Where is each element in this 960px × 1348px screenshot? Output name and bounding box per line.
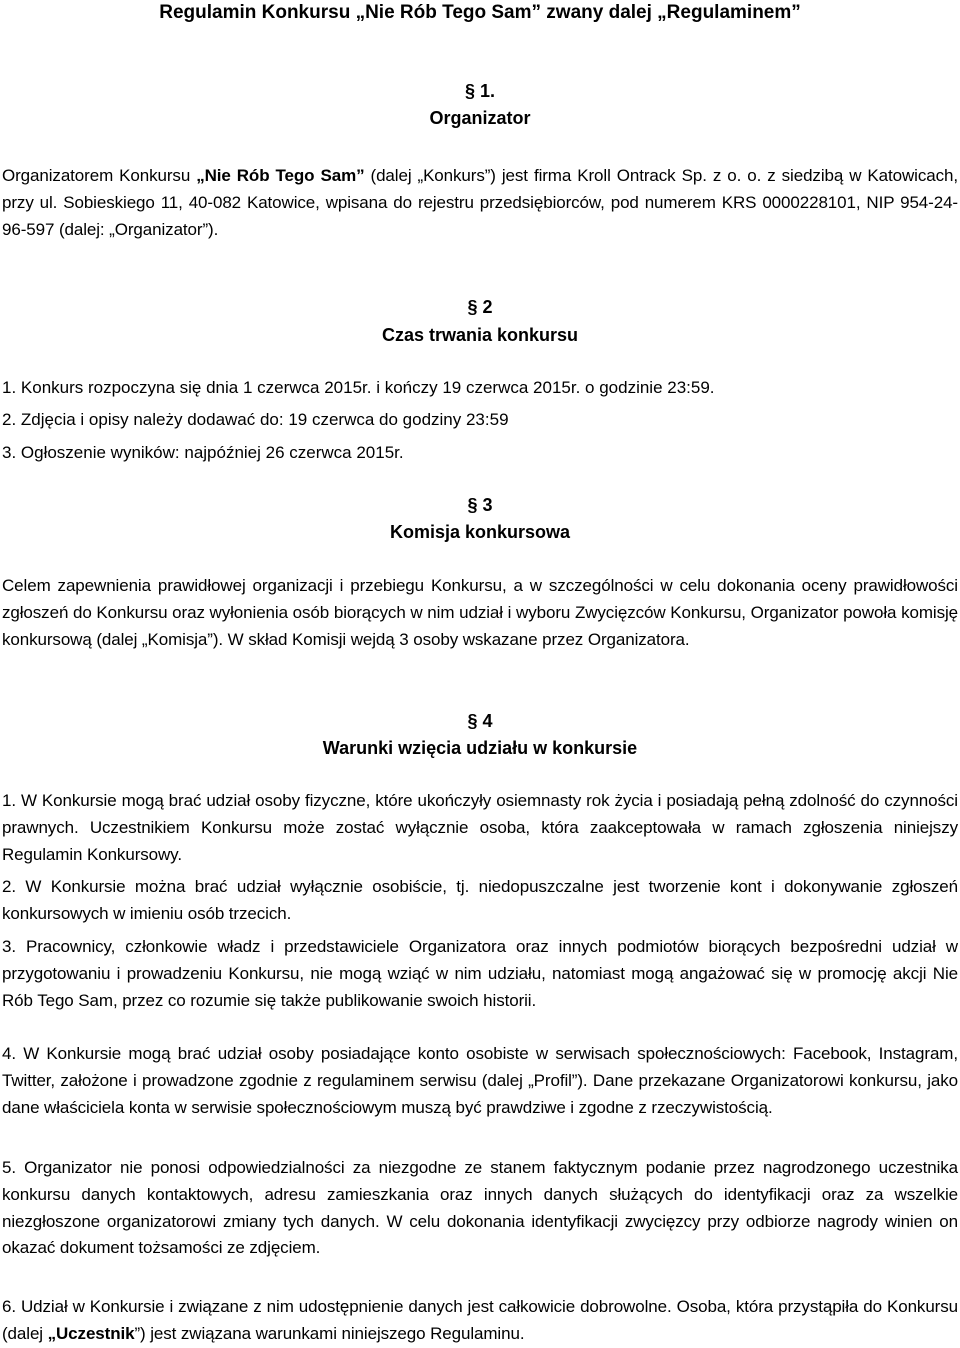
section-2-item-1: 1. Konkurs rozpoczyna się dnia 1 czerwca 2015r. i kończy 19 czerwca 2015r. o godzinie 23:59. xyxy=(2,378,715,397)
item-6-text-c: ”) jest związana warunkami niniejszego Regulaminu. xyxy=(134,1323,525,1343)
section-2-heading: Czas trwania konkursu xyxy=(381,325,579,345)
item-6-text-a: 6. Udział w Konkursie i związane z nim udostępnienie danych jest całkowicie dobrowolne. Osoba, która przystąpiła do Konkursu (dalej xyxy=(2,1297,958,1343)
section-2-item-3: 3. Ogłoszenie wyników: najpóźniej 26 czerwca 2015r. xyxy=(2,443,404,462)
section-1-number: § 1. xyxy=(464,81,496,101)
section-4-item-2: 2. W Konkursie można brać udział wyłącznie osobiście, tj. niedopuszczalne jest tworzenie kont i dokonywanie zgłoszeń konkursowych w imieniu osób trzecich. xyxy=(2,877,958,923)
section-3-number: § 3 xyxy=(467,495,493,515)
section-2-item-2: 2. Zdjęcia i opisy należy dodawać do: 19 czerwca do godziny 23:59 xyxy=(2,410,509,429)
item-6-participant-term: „Uczestnik xyxy=(47,1323,135,1343)
s1-text-a: Organizatorem Konkursu xyxy=(2,166,197,185)
section-4-item-3: 3. Pracownicy, członkowie władz i przedstawiciele Organizatora oraz innych podmiotów biorących bezpośredni udział w przygotowaniu i prowadzeniu Konkursu, nie mogą wziąć w nim udziału, natomiast mogą angażować się w promocję akcji Nie Rób Tego Sam, przez co rozumie się także publikowanie swoich historii. xyxy=(2,937,958,1010)
s1-text-c: (dalej „Konkurs”) jest firma Kroll Ontrack Sp. z o. o. z siedzibą w Katowicach, przy ul. Sobieskiego 11, 40-082 Katowice, wpisana do rejestru przedsiębiorców, pod numerem KRS 0000228101, NIP 954-24-96-597 (dalej: „Organizator”). xyxy=(2,166,958,239)
section-4-item-1: 1. W Konkursie mogą brać udział osoby fizyczne, które ukończyły osiemnasty rok życia i posiadają pełną zdolność do czynności prawnych. Uczestnikiem Konkursu może zostać wyłącznie osoba, która zaakceptowała w ramach zgłoszenia niniejszy Regulamin Konkursowy. xyxy=(2,791,958,864)
section-4-item-5: 5. Organizator nie ponosi odpowiedzialności za niezgodne ze stanem faktycznym podanie przez nagrodzonego uczestnika konkursu danych kontaktowych, adresu zamieszkania oraz innych danych służących do identyfikacji oraz za wszelkie niezgłoszone organizatorowi zmiany tych danych. W celu dokonania identyfikacji zwycięzcy przy odbiorze nagrody winien on okazać dokument tożsamości ze zdjęciem. xyxy=(2,1158,958,1258)
section-4-heading: Warunki wzięcia udziału w konkursie xyxy=(322,738,638,758)
section-4-item-6 xyxy=(2,1294,958,1348)
section-1-heading: Organizator xyxy=(429,108,531,128)
s1-contest-name: „Nie Rób Tego Sam” xyxy=(196,166,365,185)
section-4-number: § 4 xyxy=(467,711,493,731)
section-2-number: § 2 xyxy=(467,297,493,317)
section-3-paragraph: Celem zapewnienia prawidłowej organizacji i przebiegu Konkursu, a w szczególności w celu dokonania oceny prawidłowości zgłoszeń do Konkursu oraz wyłonienia osób biorących w nim udział i wyboru Zwycięzców Konkursu, Organizator powoła komisję konkursową (dalej „Komisja”). W skład Komisji wejdą 3 osoby wskazane przez Organizatora. xyxy=(2,576,958,649)
section-3-heading: Komisja konkursowa xyxy=(389,522,571,542)
document-title: Regulamin Konkursu „Nie Rób Tego Sam” zwany dalej „Regulaminem” xyxy=(159,2,801,23)
section-1-paragraph xyxy=(2,163,958,243)
section-4-item-4: 4. W Konkursie mogą brać udział osoby posiadające konto osobiste w serwisach społecznościowych: Facebook, Instagram, Twitter, założone i prowadzone zgodnie z regulaminem serwisu (dalej „Profil”). Dane przekazane Organizatorowi konkursu, jako dane właściciela konta w serwisie społecznościowym muszą być prawdziwe i zgodne z rzeczywistością. xyxy=(2,1044,958,1117)
